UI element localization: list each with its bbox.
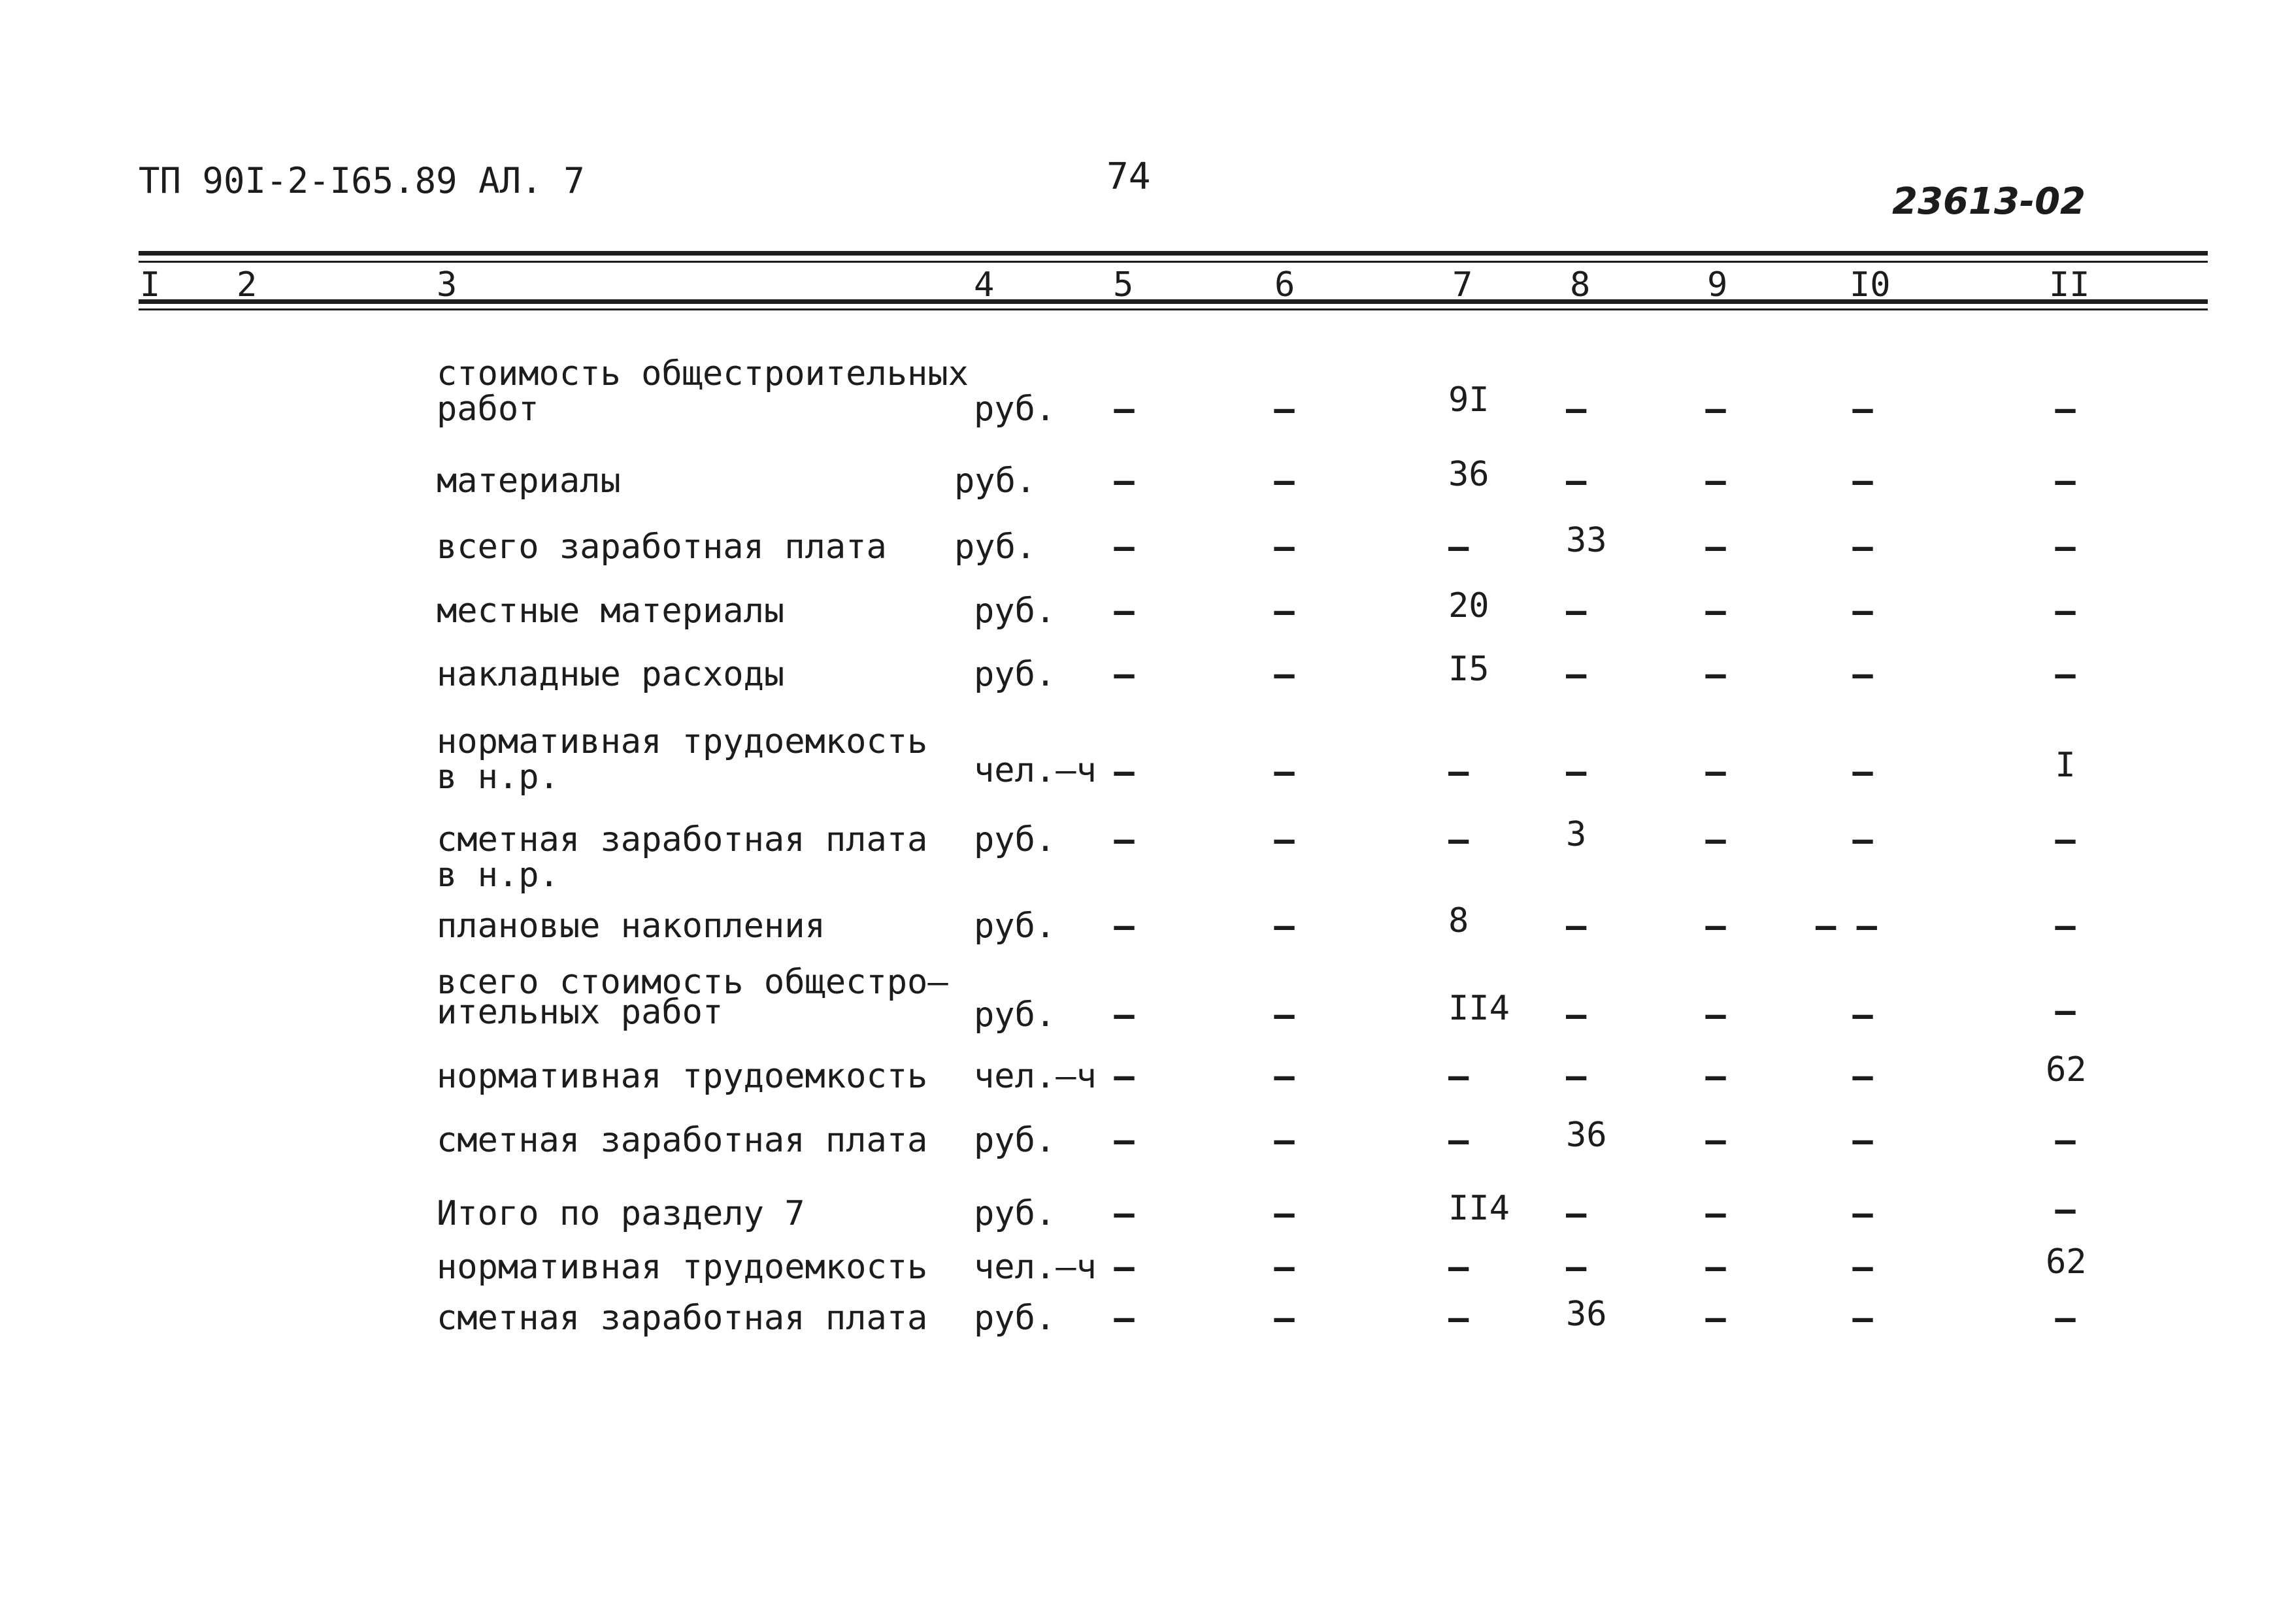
cell-col9: – (1705, 1299, 1726, 1338)
cell-col10: – (1852, 390, 1873, 429)
cell-col5: – (1114, 820, 1135, 859)
cell-col7: – (1448, 1057, 1469, 1096)
row-description: сметная заработная плата (437, 1121, 928, 1160)
cell-col6: – (1274, 527, 1295, 567)
cell-col5: – (1114, 591, 1135, 631)
cell-col7: – (1448, 752, 1469, 791)
cell-col11: – (2055, 591, 2076, 631)
cell-col8: 36 (1566, 1116, 1607, 1155)
column-number: 2 (237, 265, 258, 305)
cell-col7: – (1448, 1248, 1469, 1287)
row-unit: чел.–ч (974, 1057, 1097, 1096)
cell-col8: – (1566, 1248, 1587, 1287)
cell-col9: – (1705, 820, 1726, 859)
row-unit: руб. (974, 820, 1056, 859)
column-number: 6 (1274, 265, 1295, 305)
cell-col9: – (1705, 1057, 1726, 1096)
cell-col8: – (1566, 655, 1587, 694)
cell-col6: – (1274, 752, 1295, 791)
cell-col8: – (1566, 390, 1587, 429)
inventory-number: 23613-02 (1892, 180, 2086, 223)
table-top-rule-thin (139, 261, 2208, 263)
cell-col5: – (1114, 995, 1135, 1035)
cell-col11: I (2055, 746, 2076, 785)
cell-col11: – (2055, 820, 2076, 859)
cell-col8: – (1566, 995, 1587, 1035)
cell-col6: – (1274, 1248, 1295, 1287)
column-number: 7 (1452, 265, 1473, 305)
cell-col6: – (1274, 906, 1295, 946)
row-unit: чел.–ч (974, 1248, 1097, 1287)
row-description: накладные расходы (437, 655, 785, 694)
cell-col9: – (1705, 461, 1726, 501)
page-number: 74 (1106, 156, 1151, 198)
cell-col6: – (1274, 461, 1295, 501)
cell-col6: – (1274, 591, 1295, 631)
cell-col11: – (2055, 991, 2076, 1031)
row-unit: руб. (974, 1299, 1056, 1338)
cell-col7: 20 (1448, 586, 1489, 625)
row-description: плановые накопления (437, 906, 825, 946)
cell-col10: – (1852, 1299, 1873, 1338)
cell-col5: – (1114, 527, 1135, 567)
row-description: местные материалы (437, 591, 785, 631)
cell-col7: II4 (1448, 1189, 1510, 1228)
table-top-rule (139, 251, 2208, 256)
cell-col11: – (2055, 527, 2076, 567)
row-unit: чел.–ч (974, 751, 1097, 790)
column-number: 9 (1707, 265, 1728, 305)
column-number: II (2049, 265, 2090, 305)
cell-col9: – (1705, 752, 1726, 791)
row-unit: руб. (954, 461, 1037, 501)
cell-col8: – (1566, 752, 1587, 791)
row-description: стоимость общестроительных работ (437, 354, 969, 429)
cell-col9: – (1705, 995, 1726, 1035)
column-number: 5 (1113, 265, 1134, 305)
row-unit: руб. (974, 591, 1056, 631)
cell-col10: – (1852, 995, 1873, 1035)
cell-col9: – (1705, 591, 1726, 631)
cell-col11: – (2055, 906, 2076, 946)
cell-col6: – (1274, 1121, 1295, 1160)
document-code: ТП 90I-2-I65.89 АЛ. 7 (139, 160, 585, 201)
cell-col9: – (1705, 655, 1726, 694)
cell-col8: 3 (1566, 815, 1587, 854)
cell-col6: – (1274, 820, 1295, 859)
cell-col7: 9I (1448, 380, 1489, 420)
row-description: нормативная трудоемкость в н.р. (437, 722, 928, 797)
cell-col10: – (1852, 461, 1873, 501)
row-unit: руб. (954, 527, 1037, 567)
cell-col6: – (1274, 1057, 1295, 1096)
cell-col7: I5 (1448, 650, 1489, 689)
cell-col10: – (1852, 1248, 1873, 1287)
cell-col11: – (2055, 461, 2076, 501)
cell-col11: 62 (2046, 1242, 2087, 1282)
cell-col5: – (1114, 1194, 1135, 1233)
row-description: всего заработная плата (437, 527, 887, 567)
cell-col6: – (1274, 655, 1295, 694)
cell-col10: – (1852, 1194, 1873, 1233)
cell-col9: – (1705, 1121, 1726, 1160)
row-description: сметная заработная плата (437, 1299, 928, 1338)
cell-col8: – (1566, 906, 1587, 946)
header-bottom-rule-thin (139, 308, 2208, 310)
row-unit: руб. (974, 655, 1056, 694)
cell-col6: – (1274, 390, 1295, 429)
cell-col9: – (1705, 390, 1726, 429)
cell-col11: – (2055, 655, 2076, 694)
cell-col5: – (1114, 1299, 1135, 1338)
cell-col7: – (1448, 527, 1469, 567)
cell-col10: – (1852, 1057, 1873, 1096)
row-description: Итого по разделу 7 (437, 1194, 805, 1233)
cell-col5: – (1114, 461, 1135, 501)
cell-col6: – (1274, 995, 1295, 1035)
cell-col7: – (1448, 820, 1469, 859)
cell-col5: – (1114, 655, 1135, 694)
cell-col10: – (1852, 752, 1873, 791)
cell-col5: – (1114, 1248, 1135, 1287)
row-unit: руб. (974, 390, 1056, 429)
cell-col8: 33 (1566, 521, 1607, 560)
column-number: 3 (437, 265, 458, 305)
column-number: 8 (1570, 265, 1591, 305)
cell-col9: – (1705, 1248, 1726, 1287)
cell-col6: – (1274, 1299, 1295, 1338)
row-description: материалы (437, 461, 621, 501)
cell-col5: – (1114, 906, 1135, 946)
row-description: сметная заработная плата в н.р. (437, 820, 928, 895)
row-description: нормативная трудоемкость (437, 1057, 928, 1096)
cell-col7: II4 (1448, 989, 1510, 1028)
row-unit: руб. (974, 1121, 1056, 1160)
row-unit: руб. (974, 906, 1056, 946)
cell-col10: – (1852, 527, 1873, 567)
cell-col11: – (2055, 390, 2076, 429)
cell-col9: – (1705, 906, 1726, 946)
cell-col8: – (1566, 1057, 1587, 1096)
cell-col7: – (1448, 1299, 1469, 1338)
column-number: 4 (974, 265, 995, 305)
row-unit: руб. (974, 1194, 1056, 1233)
cell-col10: – – (1816, 906, 1877, 946)
cell-col9: – (1705, 527, 1726, 567)
cell-col11: – (2055, 1299, 2076, 1338)
cell-col11: – (2055, 1190, 2076, 1229)
row-description: нормативная трудоемкость (437, 1248, 928, 1287)
cell-col11: 62 (2046, 1050, 2087, 1089)
cell-col7: 8 (1448, 901, 1469, 940)
cell-col5: – (1114, 752, 1135, 791)
row-description: всего стоимость общестро– ительных работ (437, 963, 948, 1032)
cell-col11: – (2055, 1121, 2076, 1160)
column-number: I0 (1850, 265, 1891, 305)
cell-col8: – (1566, 461, 1587, 501)
cell-col7: – (1448, 1121, 1469, 1160)
cell-col6: – (1274, 1194, 1295, 1233)
cell-col9: – (1705, 1194, 1726, 1233)
cell-col5: – (1114, 1057, 1135, 1096)
row-unit: руб. (974, 995, 1056, 1035)
cell-col10: – (1852, 591, 1873, 631)
cell-col10: – (1852, 655, 1873, 694)
cell-col8: – (1566, 591, 1587, 631)
cell-col8: 36 (1566, 1295, 1607, 1334)
cell-col5: – (1114, 390, 1135, 429)
cell-col7: 36 (1448, 455, 1489, 494)
column-number: I (140, 265, 161, 305)
cell-col5: – (1114, 1121, 1135, 1160)
cell-col8: – (1566, 1194, 1587, 1233)
cell-col10: – (1852, 820, 1873, 859)
cell-col10: – (1852, 1121, 1873, 1160)
